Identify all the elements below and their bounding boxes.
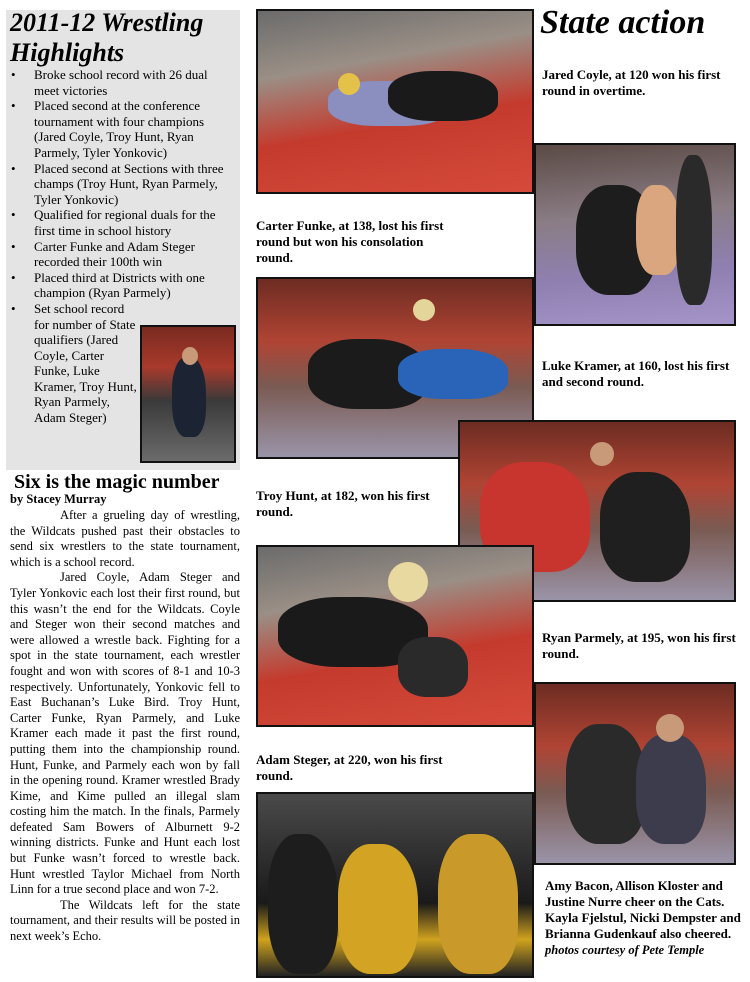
cheer-photo [256,792,534,978]
article-title: Six is the magic number [14,471,220,493]
funke-photo [534,143,736,326]
highlight-item: • Carter Funke and Adam Steger recorded their 100th win [10,239,236,270]
coyle-photo [256,9,534,194]
highlight-item: • Broke school record with 26 dual meet victories [10,67,236,98]
cheer-caption-text: Amy Bacon, Allison Kloster and Justine Nurre cheer on the Cats. Kayla Fjelstul, Nicki Dempster and Brianna Gudenkauf also cheered. [545,878,741,941]
article-paragraph: After a grueling day of wrestling, the Wildcats pushed past their obstacles to send six wrestlers to the state tournament, which is a school record. [10,508,240,569]
article-paragraph: The Wildcats left for the state tournament, and their results will be posted in next week’s Echo. [10,897,240,944]
coyle-caption: Jared Coyle, at 120 won his first round in overtime. [542,67,721,98]
parmely-photo [256,545,534,727]
hunt-caption: Troy Hunt, at 182, won his first round. [256,488,430,519]
funke-caption: Carter Funke, at 138, lost his first round but won his consolation round. [256,218,444,265]
steger-caption: Adam Steger, at 220, won his first round. [256,752,443,783]
kramer-caption: Luke Kramer, at 160, lost his first and second round. [542,358,730,389]
coach-photo [140,325,236,463]
cheer-caption [545,878,745,958]
state-title: State action [540,4,706,41]
article-paragraph: Jared Coyle, Adam Steger and Tyler Yonkovic each lost their first round, but this wasn’t the end for the Wildcats. Coyle and Steger won their second matches and were allowed a wrestle back. Fighting for a spot in the state tournament, each wrestler fought and won with scores of 8-1 and 10-3 respectively. Unfortunately, Yonkovic fell to East Buchanan’s Luke Bird. Troy Hunt, Carter Funke, Ryan Parmely, and Luke Kramer each made it past the first round, putting them into the championship round. Hunt, Funke, and Parmely each won by fall in the opening round. Kramer wrestled Brady Kime, and Kime pulled an illegal slam costing him the match. In the finals, Parmely defeated Sam Bowers of Alburnett 9-2 winning districts. Funke and Hunt each lost but Funke wasn’t forced to wrestle back. Hunt wrestled Taylor Michael from North Linn for a true second place and won 7-2. [10,570,240,897]
highlight-item: • Qualified for regional duals for the first time in school history [10,207,236,238]
article-byline: by Stacey Murray [10,492,107,506]
parmely-caption: Ryan Parmely, at 195, won his first round. [542,630,736,661]
highlight-item: • Placed second at Sections with three champs (Troy Hunt, Ryan Parmely, Tyler Yonkovic) [10,161,236,208]
article-body [10,508,240,945]
photo-credit: photos courtesy of Pete Temple [545,943,705,957]
highlight-item: • Placed second at the conference tournament with four champions (Jared Coyle, Troy Hunt, Ryan Parmely, Tyler Yonkovic) [10,98,236,160]
highlight-item: • Placed third at Districts with one champion (Ryan Parmely) [10,270,236,301]
steger-photo [534,682,736,865]
highlights-title: 2011-12 Wrestling Highlights [10,8,204,67]
highlight-item: • Set school record for number of State qualifiers (Jared Coyle, Carter Funke, Luke Kramer, Troy Hunt, Ryan Parmely, Adam Steger) [10,301,138,426]
